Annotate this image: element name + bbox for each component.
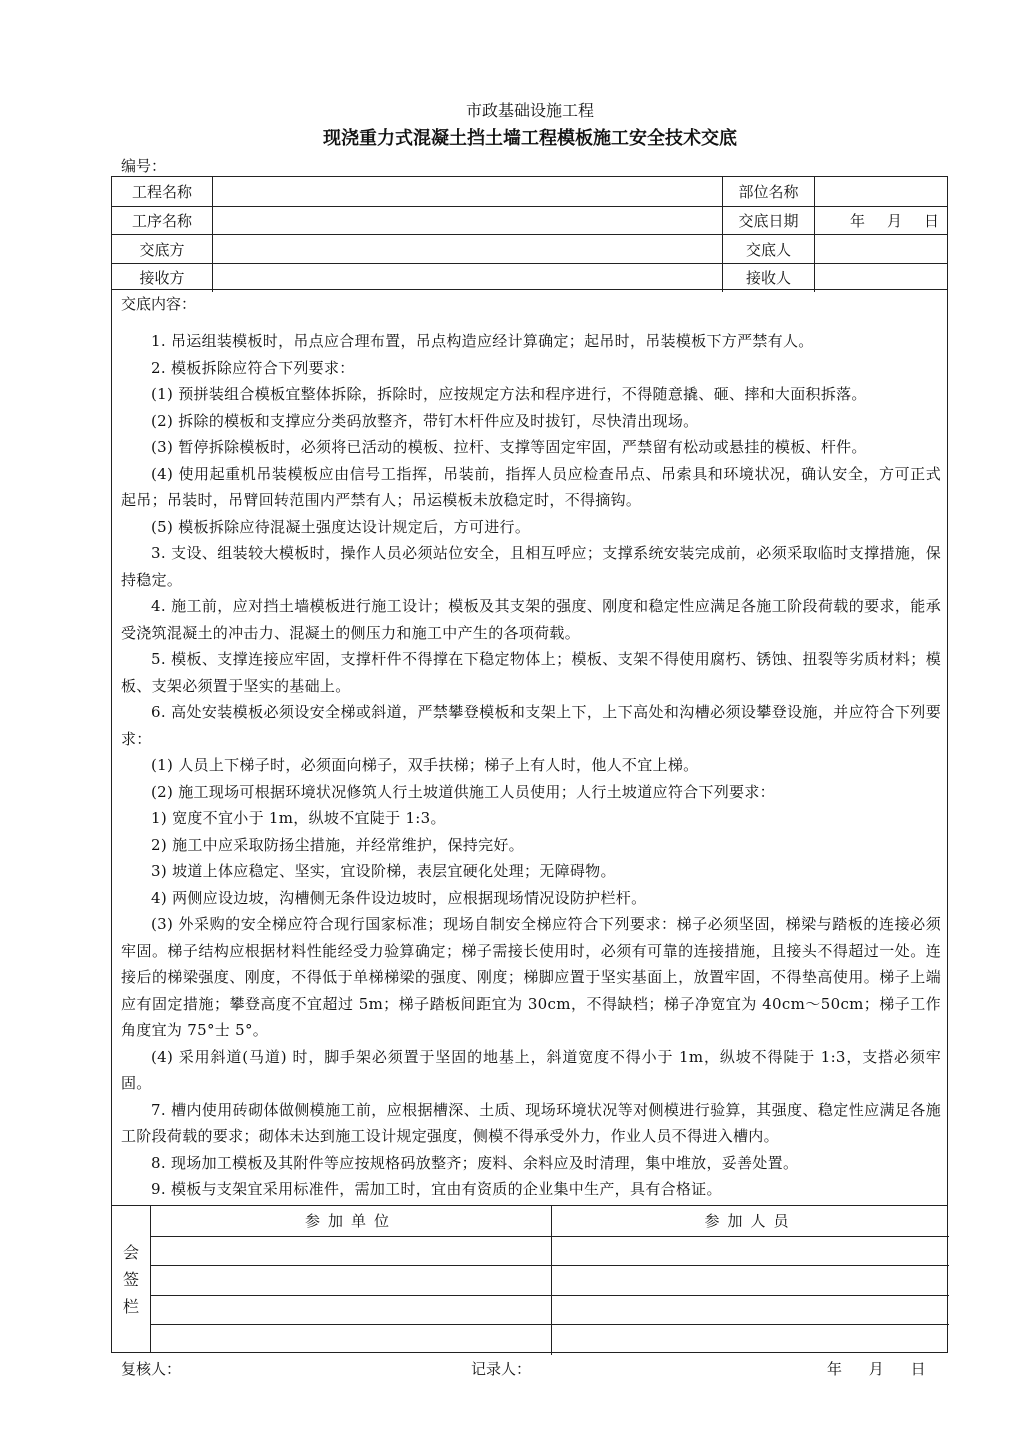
info-row-process (112, 206, 947, 236)
process-name-value[interactable] (212, 207, 722, 236)
footer-date-year: 年 (827, 1360, 843, 1378)
signoff-header-row (151, 1206, 949, 1236)
signoff-row (151, 1236, 949, 1267)
content-paragraph: 2) 施工中应采取防扬尘措施，并经常维护，保持完好。 (151, 835, 524, 854)
content-paragraph: (1) 人员上下梯子时，必须面向梯子，双手扶梯；梯子上有人时，他人不宜上梯。 (151, 756, 699, 774)
recorder-label: 记录人： (471, 1360, 532, 1378)
handover-party-label: 交底方 (139, 240, 185, 259)
handover-date-label: 交底日期 (722, 207, 814, 236)
content-paragraph: 8. 现场加工模板及其附件等应按规格码放整齐；废料、余料应及时清理，集中堆放，妥善处置。 (151, 1153, 799, 1172)
info-row-project (112, 177, 947, 206)
content-paragraphs (121, 328, 941, 1203)
footer-date (805, 1358, 926, 1379)
handover-person-label: 交底人 (722, 235, 814, 264)
section-name-value[interactable] (814, 177, 949, 206)
content-paragraph: 3. 支设、组装较大模板时，操作人员必须站位安全，且相互呼应；支撑系统安装完成前，必须采取临时支撑措施，保持稳定。 (121, 544, 941, 589)
participating-unit-header: 参加单位 (304, 1212, 397, 1231)
content-paragraph: 3) 坡道上体应稳定、坚实，宜设阶梯，表层宜硬化处理；无障碍物。 (151, 862, 616, 880)
participating-person-cell[interactable] (551, 1325, 949, 1355)
participating-unit-cell[interactable] (151, 1266, 551, 1296)
project-name-label: 工程名称 (131, 182, 192, 201)
signoff-table (111, 1205, 948, 1353)
content-paragraph: (2) 施工现场可根据环境状况修筑人行土坡道供施工人员使用；人行土坡道应符合下列要求： (151, 782, 775, 801)
signoff-side-char: 签 (122, 1269, 139, 1289)
content-paragraph: 9. 模板与支架宜采用标准件，需加工时，宜由有资质的企业集中生产，具有合格证。 (151, 1180, 722, 1198)
info-row-handover-party (112, 234, 947, 264)
document-title: 现浇重力式混凝土挡土墙工程模板施工安全技术交底 (323, 128, 737, 149)
participating-unit-cell[interactable] (151, 1237, 551, 1267)
content-paragraph: 4. 施工前，应对挡土墙模板进行施工设计；模板及其支架的强度、刚度和稳定性应满足各施工阶段荷载的要求，能承受浇筑混凝土的冲击力、混凝土的侧压力和施工中产生的各项荷载。 (121, 597, 941, 642)
content-paragraph: 4) 两侧应设边坡，沟槽侧无条件设边坡时，应根据现场情况设防护栏杆。 (151, 888, 647, 907)
signoff-side-label (112, 1206, 151, 1352)
content-paragraph: 5. 模板、支撑连接应牢固，支撑杆件不得撑在下稳定物体上；模板、支架不得使用腐朽、锈蚀、扭裂等劣质材料；模板、支架必须置于坚实的基础上。 (121, 650, 941, 695)
content-paragraph: (2) 拆除的模板和支撑应分类码放整齐，带钉木杆件应及时拔钉，尽快清出现场。 (151, 411, 699, 430)
content-paragraph: (5) 模板拆除应待混凝土强度达设计规定后，方可进行。 (151, 517, 531, 536)
content-paragraph: (1) 预拼装组合模板宜整体拆除，拆除时，应按规定方法和程序进行，不得随意撬、砸、摔和大面积拆落。 (151, 385, 867, 403)
participating-person-cell[interactable] (551, 1237, 949, 1267)
receiving-party-label: 接收方 (139, 269, 185, 288)
document-subtitle: 市政基础设施工程 (465, 101, 594, 120)
content-paragraph: 1) 宽度不宜小于 1m，纵坡不宜陡于 1:3。 (151, 809, 446, 827)
footer-date-month: 月 (868, 1360, 884, 1378)
content-paragraph: 1. 吊运组装模板时，吊点应合理布置，吊点构造应经计算确定；起吊时，吊装模板下方严禁有人。 (151, 332, 814, 350)
content-paragraph: 2. 模板拆除应符合下列要求： (151, 358, 355, 377)
date-month: 月 (886, 212, 902, 231)
reviewer-label: 复核人： (121, 1360, 182, 1378)
handover-date-value[interactable] (814, 207, 949, 236)
info-table (111, 176, 948, 290)
signoff-row (151, 1265, 949, 1296)
info-row-receiver (112, 263, 947, 293)
participating-unit-cell[interactable] (151, 1325, 551, 1355)
content-paragraph: (4) 使用起重机吊装模板应由信号工指挥，吊装前，指挥人员应检查吊点、吊索具和环境状况，确认安全，方可正式起吊；吊装时，吊臂回转范围内严禁有人；吊运模板未放稳定时，不得摘钩。 (121, 464, 941, 509)
content-label: 交底内容： (121, 295, 197, 313)
participating-person-cell[interactable] (551, 1296, 949, 1326)
receiver-value[interactable] (814, 264, 949, 293)
footer-date-day: 日 (910, 1360, 926, 1378)
receiver-label: 接收人 (722, 264, 814, 293)
section-name-label: 部位名称 (722, 177, 814, 206)
date-day: 日 (923, 212, 939, 231)
participating-person-header: 参加人员 (551, 1206, 949, 1236)
handover-content (111, 289, 948, 1206)
receiving-party-value[interactable] (212, 264, 722, 293)
content-paragraph: 6. 高处安装模板必须设安全梯或斜道，严禁攀登模板和支架上下，上下高处和沟槽必须设攀登设施，并应符合下列要求： (121, 703, 941, 748)
participating-unit-cell[interactable] (151, 1296, 551, 1326)
signoff-side-char: 会 (122, 1242, 139, 1262)
content-paragraph: (3) 暂停拆除模板时，必须将已活动的模板、拉杆、支撑等固定牢固，严禁留有松动或悬挂的模板、杆件。 (151, 438, 867, 456)
handover-party-value[interactable] (212, 235, 722, 264)
participating-person-cell[interactable] (551, 1266, 949, 1296)
content-paragraph: 7. 槽内使用砖砌体做侧模施工前，应根据槽深、土质、现场环境状况等对侧模进行验算，其强度、稳定性应满足各施工阶段荷载的要求；砌体未达到施工设计规定强度，侧模不得承受外力，作业人员不得进入槽内。 (121, 1100, 941, 1145)
content-paragraph: (3) 外采购的安全梯应符合现行国家标准；现场自制安全梯应符合下列要求：梯子必须坚固，梯梁与踏板的连接必须牢固。梯子结构应根据材料性能经受力验算确定；梯子需接长使用时，必须有可靠的连接措施，且接头不得超过一处。连接后的梯梁强度、刚度，不得低于单梯梯梁的强度、刚度；梯脚应置于坚实基面上，放置牢固，不得垫高使用。梯子上端应有固定措施；攀登高度不宜超过 5m；梯子踏板间距宜为 30cm，不得缺档；梯子净宽宜为 40cm～50cm；梯子工作角度宜为 75°士 5°。 (121, 915, 941, 1039)
date-year: 年 (849, 212, 865, 231)
content-paragraph: (4) 采用斜道(马道) 时，脚手架必须置于坚固的地基上，斜道宽度不得小于 1m，纵坡不得陡于 1:3，支搭必须牢固。 (121, 1047, 941, 1092)
signoff-side-char: 栏 (122, 1296, 139, 1316)
handover-person-value[interactable] (814, 235, 949, 264)
signoff-row (151, 1295, 949, 1326)
serial-number-label: 编号： (121, 157, 167, 175)
process-name-label: 工序名称 (131, 212, 192, 231)
project-name-value[interactable] (212, 177, 722, 206)
signoff-row (151, 1324, 949, 1355)
